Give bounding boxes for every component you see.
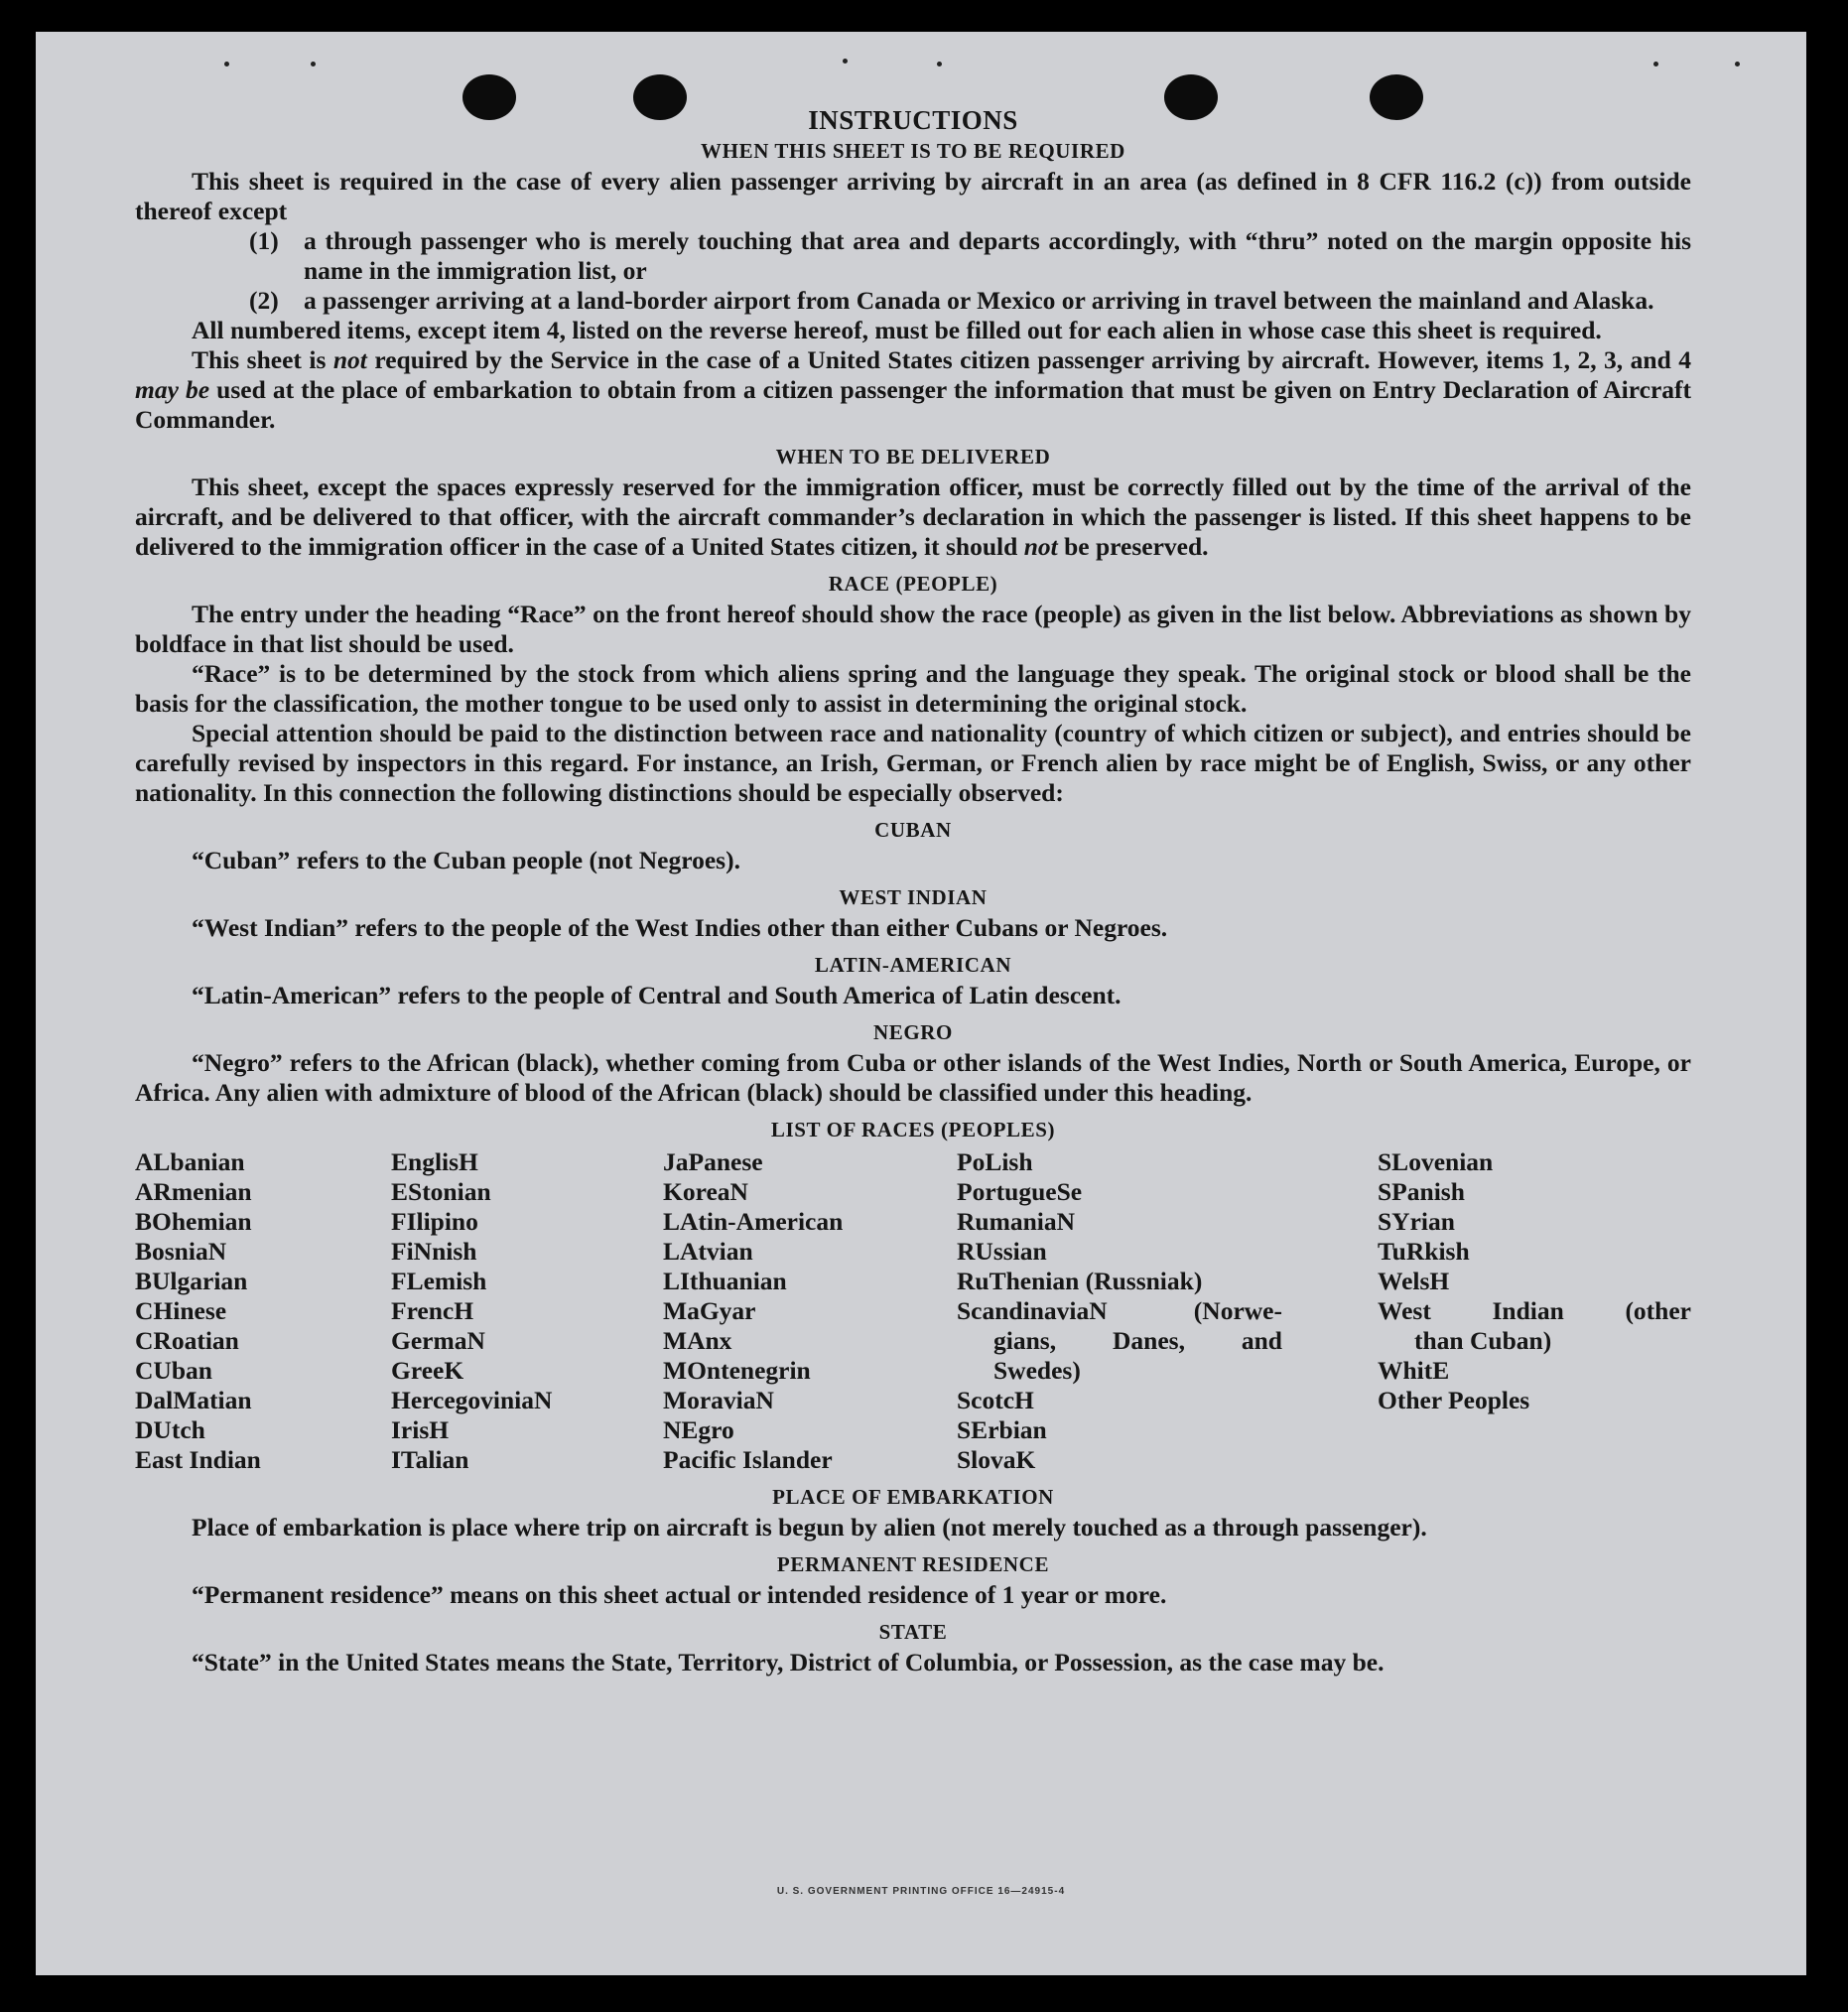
- heading-west-indian: WEST INDIAN: [839, 885, 988, 909]
- heading-when-required: WHEN THIS SHEET IS TO BE REQUIRED: [701, 139, 1125, 163]
- race-entry: JaPanese: [663, 1147, 763, 1176]
- heading-latin-american: LATIN-AMERICAN: [814, 953, 1012, 977]
- race-entry: PoLish: [957, 1147, 1033, 1176]
- embarkation-text: Place of embarkation is place where trip on aircraft is begun by alien (not merely touched as a through passenger).: [192, 1513, 1427, 1542]
- race-entry: EnglisH: [391, 1147, 478, 1176]
- race-entry: PortugueSe: [957, 1177, 1083, 1206]
- heading-race: RACE (PEOPLE): [828, 572, 998, 596]
- race-entry-scandinavian-cont: gians, Danes, and: [993, 1326, 1282, 1355]
- delivered-paragraph: [135, 472, 1691, 562]
- race-column-4: [957, 1147, 1282, 1475]
- race-entry: RuThenian (Russniak): [957, 1267, 1203, 1295]
- race-column-4-bottom: [957, 1386, 1282, 1475]
- race-entry: BUlgarian: [135, 1267, 248, 1295]
- item-number: (2): [249, 286, 279, 315]
- delivered-text-a: This sheet, except the spaces expressly reserved for the immigration officer, must be correctly filled out by the time of the arrival of the aircraft, and be delivered to that officer, with the aircraft commander’s declaration in which the passenger is listed. If this sheet happens to be delivered to the immigration officer in the case of a United States citizen, it should: [135, 472, 1691, 561]
- item-text: a through passenger who is merely touching that area and departs accordingly, with “thru” noted on the margin opposite his name in the immigration list, or: [304, 226, 1691, 285]
- page-title: INSTRUCTIONS: [808, 105, 1018, 135]
- race-entry: KoreaN: [663, 1177, 748, 1206]
- race-entry: ScotcH: [957, 1386, 1034, 1414]
- speck: [311, 62, 316, 67]
- cuban-text: “Cuban” refers to the Cuban people (not Negroes).: [192, 846, 740, 874]
- race-column-2: [391, 1147, 663, 1475]
- race-entry: ALbanian: [135, 1147, 245, 1176]
- speck: [1735, 62, 1740, 67]
- race-column-1: [135, 1147, 391, 1475]
- citizen-emphasis-not: not: [332, 345, 367, 374]
- delivered-emphasis-not: not: [1023, 532, 1058, 561]
- race-entry: GreeK: [391, 1356, 464, 1385]
- race-entry: FrencH: [391, 1296, 474, 1325]
- heading-place-of-embarkation: PLACE OF EMBARKATION: [772, 1485, 1054, 1509]
- race-entry: HercegoviniaN: [391, 1386, 553, 1414]
- citizen-text-a: This sheet is: [192, 345, 333, 374]
- race-entry: SPanish: [1378, 1177, 1465, 1206]
- delivered-text-b: be preserved.: [1057, 532, 1209, 561]
- race-entry: ARmenian: [135, 1177, 252, 1206]
- citizen-text-b: required by the Service in the case of a United States citizen passenger arriving by aircraft. However, items 1, 2, 3, and 4: [366, 345, 1691, 374]
- heading-permanent-residence: PERMANENT RESIDENCE: [776, 1552, 1050, 1576]
- race-entry: FiNnish: [391, 1237, 477, 1266]
- race-column-5: [1378, 1147, 1691, 1475]
- race-column-3: [663, 1147, 957, 1475]
- citizen-text-c: used at the place of embarkation to obtain from a citizen passenger the information that must be given on Entry Declaration of Aircraft Commander.: [135, 375, 1691, 434]
- race-entry: CHinese: [135, 1296, 227, 1325]
- residence-text: “Permanent residence” means on this sheet actual or intended residence of 1 year or more.: [192, 1580, 1167, 1609]
- numbered-items-paragraph: All numbered items, except item 4, listed on the reverse hereof, must be filled out for each alien in whose case this sheet is required.: [192, 316, 1602, 344]
- speck: [937, 62, 942, 67]
- speck: [224, 62, 229, 67]
- race-paragraph-3: Special attention should be paid to the distinction between race and nationality (country of which citizen or subject), and entries should be carefully revised by inspectors in this regard. For instance, an Irish, German, or French alien by race might be of English, Swiss, or any other nationality. In this connection the following distinctions should be especially observed:: [135, 719, 1691, 807]
- race-entry: NEgro: [663, 1415, 734, 1444]
- race-paragraph-1: The entry under the heading “Race” on the front hereof should show the race (people) as given in the list below. Abbreviations as shown by boldface in that list should be used.: [135, 600, 1691, 658]
- race-entry: LIthuanian: [663, 1267, 787, 1295]
- race-entry: CUban: [135, 1356, 212, 1385]
- citizen-emphasis-may-be: may be: [135, 375, 210, 404]
- race-column-5-bottom: [1378, 1356, 1691, 1415]
- citizen-paragraph: [135, 345, 1691, 435]
- race-list: [135, 1147, 1691, 1475]
- race-column-5-top: [1378, 1147, 1691, 1296]
- speck: [843, 59, 848, 64]
- race-entry: LAtin-American: [663, 1207, 844, 1236]
- race-entry: SYrian: [1378, 1207, 1455, 1236]
- item-text: a passenger arriving at a land-border airport from Canada or Mexico or arriving in travel between the mainland and Alaska.: [304, 286, 1654, 315]
- race-entry: LAtvian: [663, 1237, 753, 1266]
- race-entry: RUssian: [957, 1237, 1047, 1266]
- race-entry: DalMatian: [135, 1386, 252, 1414]
- race-entry: FIlipino: [391, 1207, 478, 1236]
- race-entry: East Indian: [135, 1445, 261, 1474]
- race-entry: SErbian: [957, 1415, 1047, 1444]
- race-entry: SlovaK: [957, 1445, 1036, 1474]
- race-entry: WhitE: [1378, 1356, 1450, 1385]
- race-entry-west-indian-cont: than Cuban): [1414, 1326, 1552, 1355]
- race-entry: MAnx: [663, 1326, 732, 1355]
- heading-negro: NEGRO: [872, 1020, 953, 1044]
- required-intro: This sheet is required in the case of every alien passenger arriving by aircraft in an area (as defined in 8 CFR 116.2 (c)) from outside thereof except: [135, 167, 1691, 225]
- race-entry: RumaniaN: [957, 1207, 1076, 1236]
- heading-when-delivered: WHEN TO BE DELIVERED: [775, 445, 1051, 469]
- race-entry: MaGyar: [663, 1296, 756, 1325]
- race-paragraph-2: “Race” is to be determined by the stock from which aliens spring and the language they speak. The original stock or blood shall be the basis for the classification, the mother tongue to be used only to assist in determining the original stock.: [135, 659, 1691, 718]
- race-entry: DUtch: [135, 1415, 205, 1444]
- race-entry: CRoatian: [135, 1326, 239, 1355]
- heading-state: STATE: [878, 1620, 948, 1644]
- race-entry-west-indian: West Indian (other: [1378, 1296, 1691, 1325]
- race-entry-scandinavian-cont: Swedes): [993, 1356, 1081, 1385]
- race-entry: FLemish: [391, 1267, 487, 1295]
- race-entry: SLovenian: [1378, 1147, 1494, 1176]
- race-entry: Other Peoples: [1378, 1386, 1530, 1414]
- race-entry: IrisH: [391, 1415, 450, 1444]
- race-entry: BOhemian: [135, 1207, 252, 1236]
- race-entry: WelsH: [1378, 1267, 1450, 1295]
- printing-office-footer: U. S. GOVERNMENT PRINTING OFFICE 16—24915-4: [776, 1886, 1066, 1897]
- document-sheet: [36, 32, 1806, 1975]
- race-entry: TuRkish: [1378, 1237, 1470, 1266]
- west-indian-text: “West Indian” refers to the people of the West Indies other than either Cubans or Negroes.: [192, 913, 1168, 942]
- exception-item-1: [249, 226, 1691, 286]
- heading-list-of-races: LIST OF RACES (PEOPLES): [770, 1118, 1056, 1141]
- heading-cuban: CUBAN: [874, 818, 952, 842]
- state-text: “State” in the United States means the State, Territory, District of Columbia, or Possession, as the case may be.: [192, 1648, 1385, 1677]
- race-entry: EStonian: [391, 1177, 491, 1206]
- negro-text: “Negro” refers to the African (black), whether coming from Cuba or other islands of the West Indies, North or South America, Europe, or Africa. Any alien with admixture of blood of the African (black) should be classified under this heading.: [135, 1048, 1691, 1107]
- race-entry-scandinavian: ScandinaviaN (Norwe-: [957, 1296, 1282, 1325]
- race-entry: MOntenegrin: [663, 1356, 811, 1385]
- race-entry: Pacific Islander: [663, 1445, 833, 1474]
- race-entry: BosniaN: [135, 1237, 227, 1266]
- exception-item-2: [249, 286, 1691, 316]
- race-entry: MoraviaN: [663, 1386, 774, 1414]
- speck: [1653, 62, 1658, 67]
- item-number: (1): [249, 226, 279, 255]
- race-entry: ITalian: [391, 1445, 469, 1474]
- instructions-content: [135, 103, 1691, 1677]
- race-column-4-top: [957, 1147, 1282, 1296]
- race-entry: GermaN: [391, 1326, 485, 1355]
- latin-american-text: “Latin-American” refers to the people of Central and South America of Latin descent.: [192, 981, 1122, 1009]
